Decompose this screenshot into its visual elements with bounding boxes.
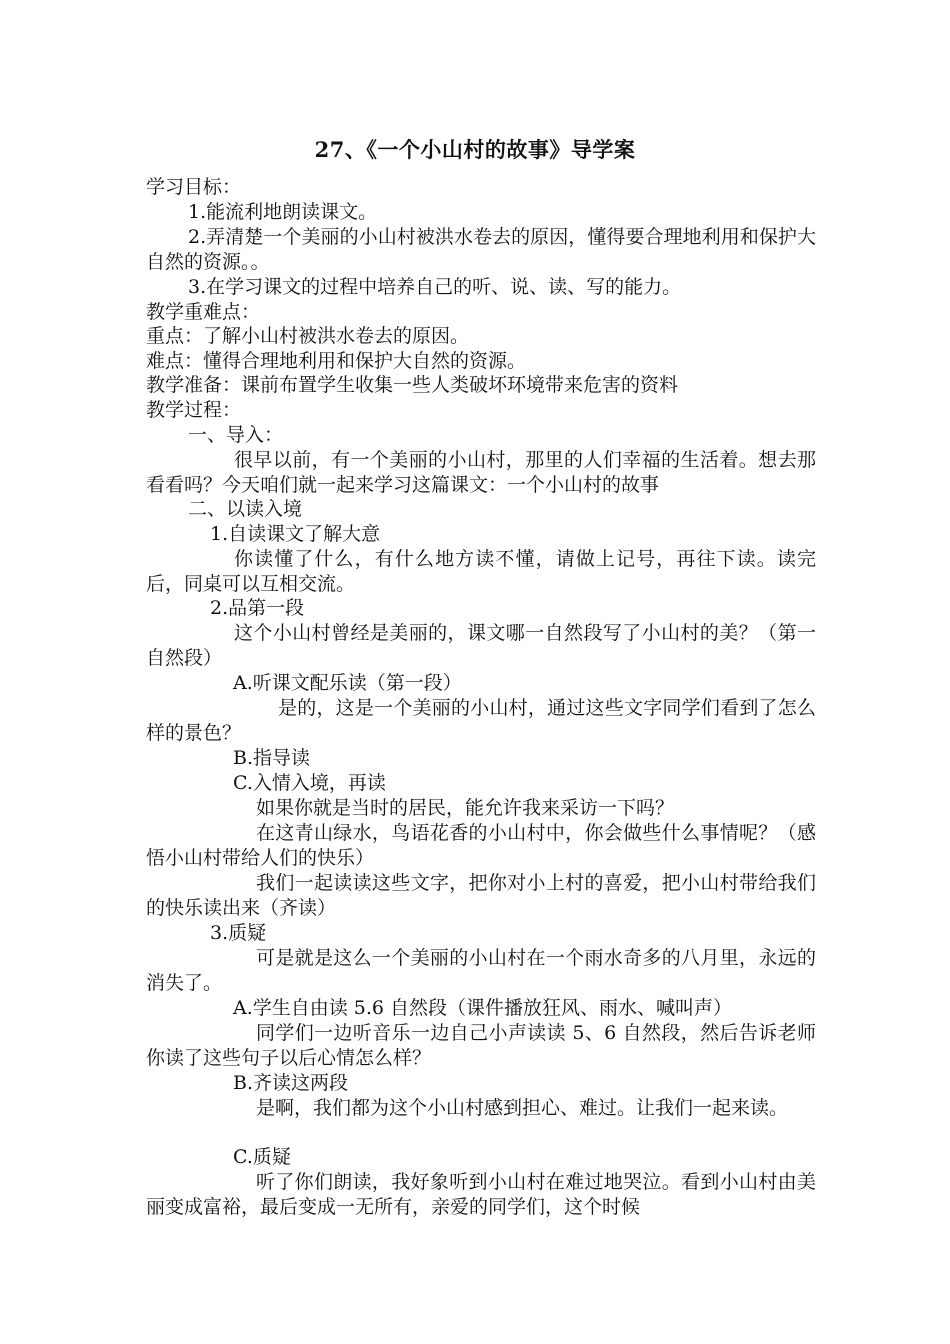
part2-c-text1: 如果你就是当时的居民，能允许我来采访一下吗？	[256, 797, 675, 819]
part3-heading: 3.质疑	[210, 922, 267, 944]
part1-heading: 1.自读课文了解大意	[210, 523, 381, 545]
difficult-point: 难点：懂得合理地利用和保护大自然的资源。	[146, 350, 527, 372]
part2-a-heading: A.听课文配乐读（第一段）	[233, 672, 462, 694]
part3-text: 可是就是这么一个美丽的小山村在一个雨水奇多的八月里，永远的消失了。	[146, 947, 816, 994]
part3-c-text: 听了你们朗读，我好象听到小山村在难过地哭泣。看到小山村由美丽变成富裕，最后变成一无所有，亲爱的同学们，这个时候	[146, 1171, 816, 1218]
section-reading-heading: 二、以读入境	[188, 498, 303, 520]
part3-b-text: 是啊，我们都为这个小山村感到担心、难过。让我们一起来读。	[256, 1097, 789, 1119]
part3-a-heading: A.学生自由读 5.6 自然段（课件播放狂风、雨水、喊叫声）	[233, 997, 733, 1019]
part2-c-heading: C.入情入境，再读	[233, 772, 386, 794]
process-heading: 教学过程：	[146, 399, 242, 421]
part2-a-text: 是的，这是一个美丽的小山村，通过这些文字同学们看到了怎么样的景色？	[146, 697, 816, 744]
part2-c-text2: 在这青山绿水，鸟语花香的小山村中，你会做些什么事情呢？（感悟小山村带给人们的快乐）	[146, 822, 816, 869]
part3-c-heading: C.质疑	[233, 1146, 291, 1168]
key-point: 重点：了解小山村被洪水卷去的原因。	[146, 325, 470, 347]
section-intro-text: 很早以前，有一个美丽的小山村，那里的人们幸福的生活着。想去那看看吗？今天咱们就一起来学习这篇课文：一个小山村的故事	[146, 449, 816, 496]
part2-heading: 2.品第一段	[210, 597, 305, 619]
document-title: 27、《一个小山村的故事》导学案	[314, 137, 636, 162]
part3-b-heading: B.齐读这两段	[233, 1072, 349, 1094]
part3-a-text: 同学们一边听音乐一边自己小声读读 5、6 自然段，然后告诉老师你读了这些句子以后心情怎么样？	[146, 1022, 816, 1069]
preparation: 教学准备：课前布置学生收集一些人类破坏环境带来危害的资料	[146, 374, 679, 396]
part2-text: 这个小山村曾经是美丽的，课文哪一自然段写了小山村的美？（第一自然段）	[146, 622, 816, 669]
difficulty-heading: 教学重难点：	[146, 301, 261, 323]
objective-3: 3.在学习课文的过程中培养自己的听、说、读、写的能力。	[188, 276, 682, 298]
objective-1: 1.能流利地朗读课文。	[188, 201, 378, 223]
part1-text: 你读懂了什么，有什么地方读不懂，请做上记号，再往下读。读完后，同桌可以互相交流。	[146, 548, 816, 595]
objective-2: 2.弄清楚一个美丽的小山村被洪水卷去的原因，懂得要合理地利用和保护大自然的资源。。	[146, 226, 816, 273]
section-intro-heading: 一、导入：	[188, 424, 284, 446]
objectives-heading: 学习目标：	[146, 176, 242, 198]
part2-c-text3: 我们一起读读这些文字，把你对小上村的喜爱，把小山村带给我们的快乐读出来（齐读）	[146, 872, 816, 919]
part2-b-heading: B.指导读	[233, 747, 311, 769]
